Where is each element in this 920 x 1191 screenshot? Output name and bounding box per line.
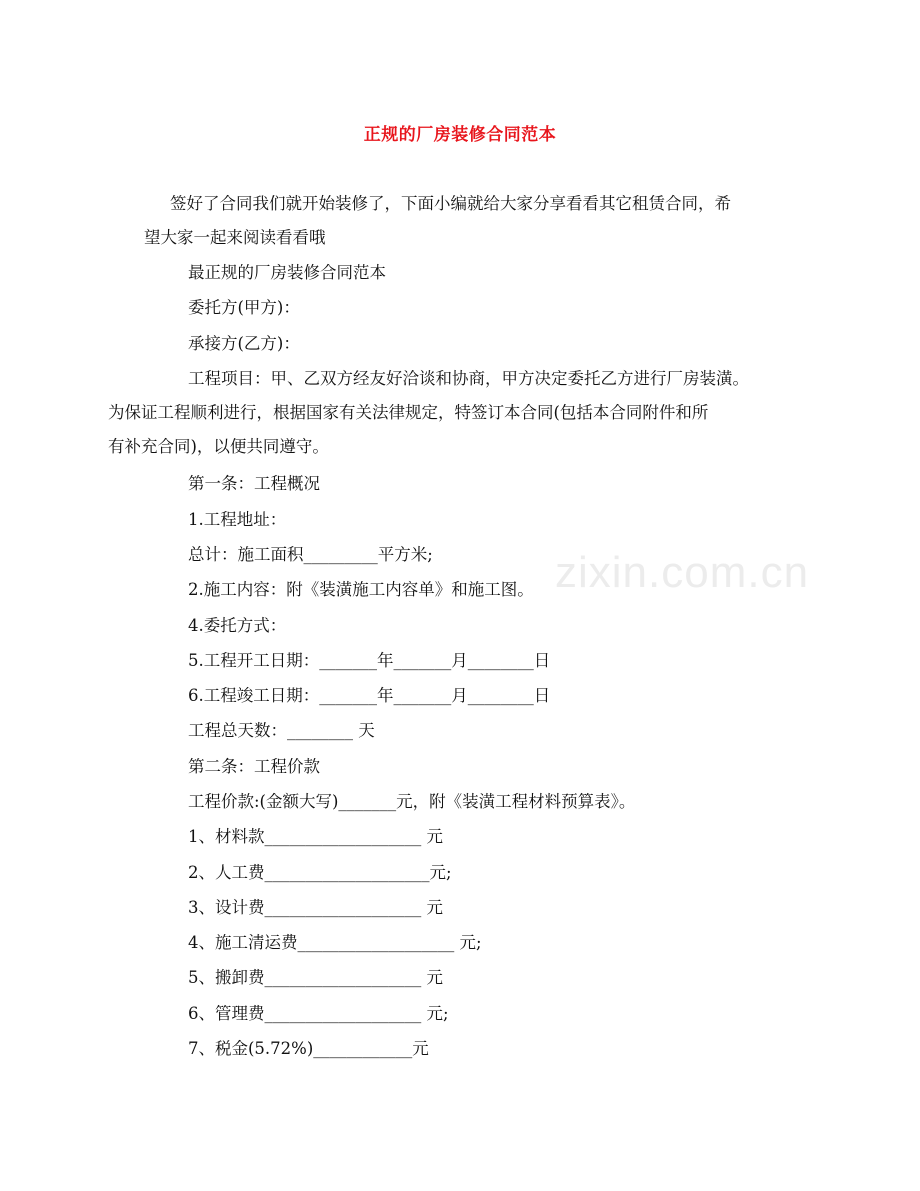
price-item-materials: 1、材料款___________________ 元 (188, 827, 443, 846)
intro-line-2: 望大家一起来阅读看看哦 (144, 228, 326, 247)
start-date: 5.工程开工日期：_______年_______月________日 (188, 651, 551, 670)
intro-paragraph (144, 187, 800, 255)
project-paragraph (108, 362, 806, 464)
total-days: 工程总天数：________ 天 (188, 721, 375, 740)
price-item-tax: 7、税金(5.72%)____________元 (188, 1039, 429, 1058)
party-a: 委托方(甲方)： (188, 298, 300, 317)
project-line-1: 工程项目：甲、乙双方经友好洽谈和协商，甲方决定委托乙方进行厂房装潢。 (188, 369, 749, 388)
construction-area: 总计：施工面积_________平方米; (188, 545, 433, 564)
entrust-method: 4.委托方式： (188, 616, 287, 635)
project-line-2: 为保证工程顺利进行，根据国家有关法律规定，特签订本合同(包括本合同附件和所 (108, 403, 709, 422)
price-item-management: 6、管理费___________________ 元; (188, 1004, 449, 1023)
price-item-cleanup: 4、施工清运费___________________ 元; (188, 933, 482, 952)
document-title: 正规的厂房装修合同范本 (363, 125, 557, 145)
price-item-moving: 5、搬卸费___________________ 元 (188, 968, 443, 987)
project-line-3: 有补充合同)，以便共同遵守。 (108, 437, 329, 456)
party-b: 承接方(乙方)： (188, 334, 300, 353)
subtitle: 最正规的厂房装修合同范本 (188, 263, 386, 282)
watermark-text: zixin.com.cn (555, 548, 810, 597)
project-address: 1.工程地址： (188, 510, 287, 529)
article-2-heading: 第二条：工程价款 (188, 757, 320, 776)
intro-line-1: 签好了合同我们就开始装修了，下面小编就给大家分享看看其它租赁合同，希 (170, 194, 731, 213)
construction-content: 2.施工内容：附《装潢施工内容单》和施工图。 (188, 580, 534, 599)
article-1-heading: 第一条：工程概况 (188, 474, 320, 493)
price-item-labor: 2、人工费____________________元; (188, 863, 452, 882)
project-price: 工程价款:(金额大写)_______元，附《装潢工程材料预算表》。 (188, 792, 636, 811)
price-item-design: 3、设计费___________________ 元 (188, 898, 443, 917)
end-date: 6.工程竣工日期：_______年_______月________日 (188, 686, 551, 705)
